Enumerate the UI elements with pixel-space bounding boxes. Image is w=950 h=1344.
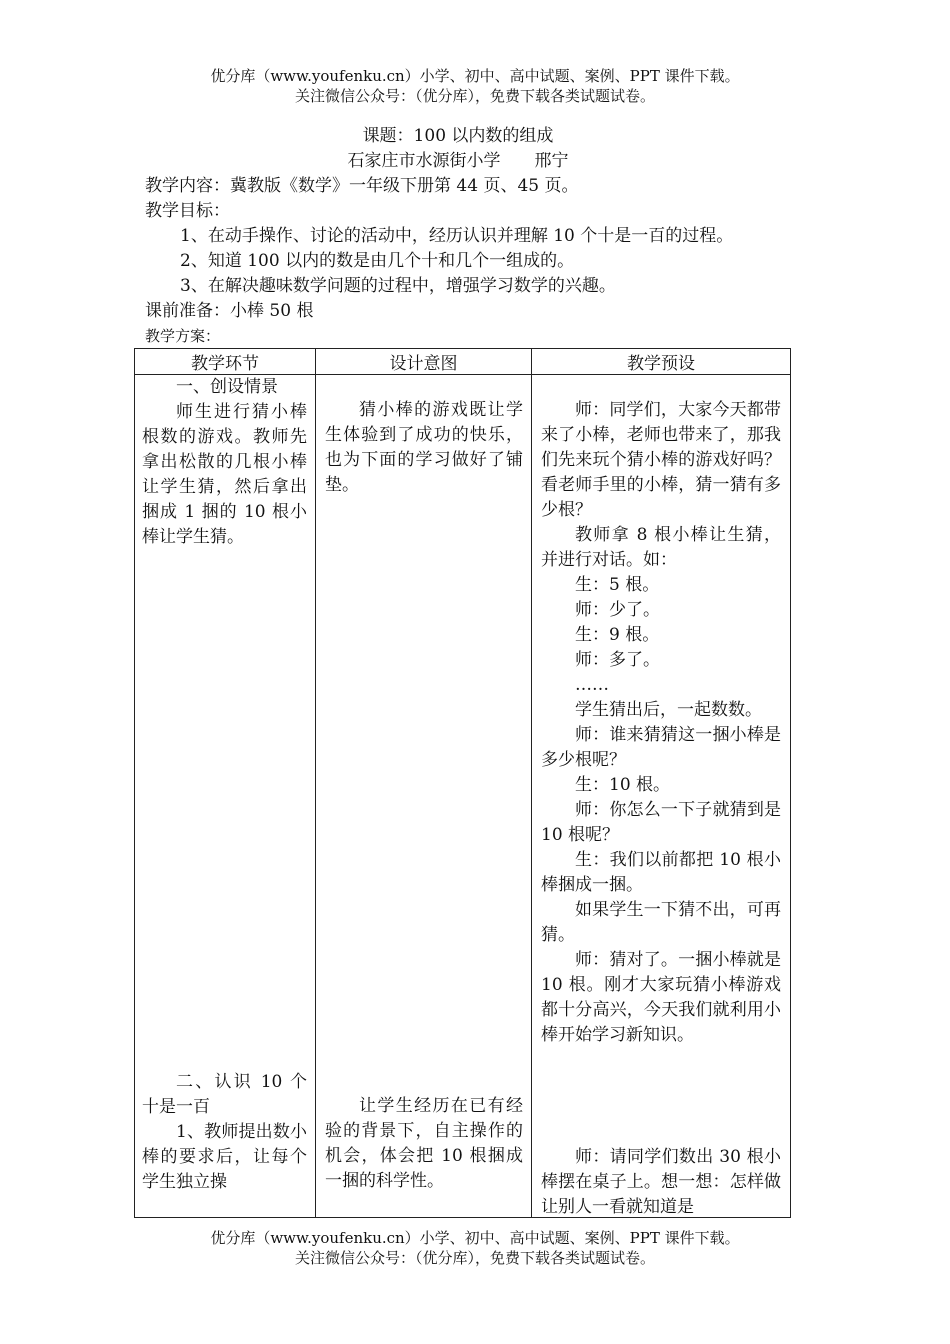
header-design-intent: 设计意图 <box>316 349 532 375</box>
page-footer-line-1: 优分库（www.youfenku.cn）小学、初中、高中试题、案例、PPT 课件下载。 <box>210 1229 740 1247</box>
goal-item: 3、在解决趣味数学问题的过程中，增强学习数学的兴趣。 <box>180 276 616 296</box>
dialogue-line: 师：同学们，大家今天都带来了小棒，老师也带来了，那我们先来玩个猜小棒的游戏好吗？看老师手里的小棒，猜一猜有多少根？ <box>541 400 781 520</box>
section-1-title: 一、创设情景 <box>176 377 278 397</box>
lesson-author: 石家庄市水源街小学 邢宁 <box>347 151 569 171</box>
plan-paragraph-2: 师：请同学们数出 30 根小棒摆在桌子上。想一想：怎样做让别人一看就知道是 <box>541 1147 781 1217</box>
dialogue-line: …… <box>575 675 609 695</box>
preparation: 课前准备：小棒 50 根 <box>145 301 314 321</box>
dialogue-line: 教师拿 8 根小棒让生猜，并进行对话。如： <box>541 525 781 570</box>
goal-item: 2、知道 100 以内的数是由几个十和几个一组成的。 <box>180 251 575 271</box>
page-header-line-2: 关注微信公众号：（优分库），免费下载各类试题试卷。 <box>294 87 655 105</box>
section-1-body: 师生进行猜小棒根数的游戏。教师先拿出松散的几根小棒让学生猜，然后拿出捆成 1 捆的 10 根小棒让学生猜。 <box>142 402 307 547</box>
intent-paragraph-1: 猜小棒的游戏既让学生体验到了成功的快乐，也为下面的学习做好了铺垫。 <box>325 400 523 495</box>
dialogue-line: 生：5 根。 <box>575 575 660 595</box>
teaching-goals-label: 教学目标： <box>145 201 230 221</box>
teaching-plan-table <box>134 348 791 1218</box>
dialogue-line: 生：9 根。 <box>575 625 660 645</box>
table-row <box>135 375 791 1218</box>
table-header-row <box>135 349 791 375</box>
section-2-body: 1、教师提出数小棒的要求后，让每个学生独立操 <box>142 1122 307 1192</box>
dialogue-line: 师：谁来猜猜这一捆小棒是多少根呢？ <box>541 725 781 770</box>
dialogue-line: 生：我们以前都把 10 根小棒捆成一捆。 <box>541 850 781 895</box>
dialogue-line: 生：10 根。 <box>575 775 671 795</box>
page-header-line-1: 优分库（www.youfenku.cn）小学、初中、高中试题、案例、PPT 课件下载。 <box>210 67 740 85</box>
plan-dialogue <box>541 398 781 1048</box>
section-2-title: 二、认识 10 个十是一百 <box>142 1072 307 1117</box>
page-footer-line-2: 关注微信公众号：（优分库），免费下载各类试题试卷。 <box>294 1249 655 1267</box>
goal-item: 1、在动手操作、讨论的活动中，经历认识并理解 10 个十是一百的过程。 <box>180 226 734 246</box>
intent-paragraph-2: 让学生经历在已有经验的背景下，自主操作的机会，体会把 10 根捆成一捆的科学性。 <box>325 1096 523 1191</box>
teaching-content: 教学内容：冀教版《数学》一年级下册第 44 页、45 页。 <box>145 176 579 196</box>
intent-cell <box>316 375 532 1218</box>
dialogue-line: 如果学生一下猜不出，可再猜。 <box>541 900 781 945</box>
lesson-title: 课题：100 以内数的组成 <box>362 126 554 146</box>
teaching-plan-label: 教学方案： <box>145 327 221 345</box>
dialogue-line: 学生猜出后，一起数数。 <box>575 700 762 720</box>
dialogue-line: 师：你怎么一下子就猜到是 10 根呢？ <box>541 800 781 845</box>
header-teaching-stage: 教学环节 <box>135 349 316 375</box>
plan-cell <box>532 375 791 1218</box>
dialogue-line: 师：猜对了。一捆小棒就是 10 根。刚才大家玩猜小棒游戏都十分高兴，今天我们就利用小棒开始学习新知识。 <box>541 950 781 1045</box>
stage-cell <box>135 375 316 1218</box>
dialogue-line: 师：少了。 <box>575 600 660 620</box>
dialogue-line: 师：多了。 <box>575 650 660 670</box>
header-teaching-plan: 教学预设 <box>532 349 791 375</box>
